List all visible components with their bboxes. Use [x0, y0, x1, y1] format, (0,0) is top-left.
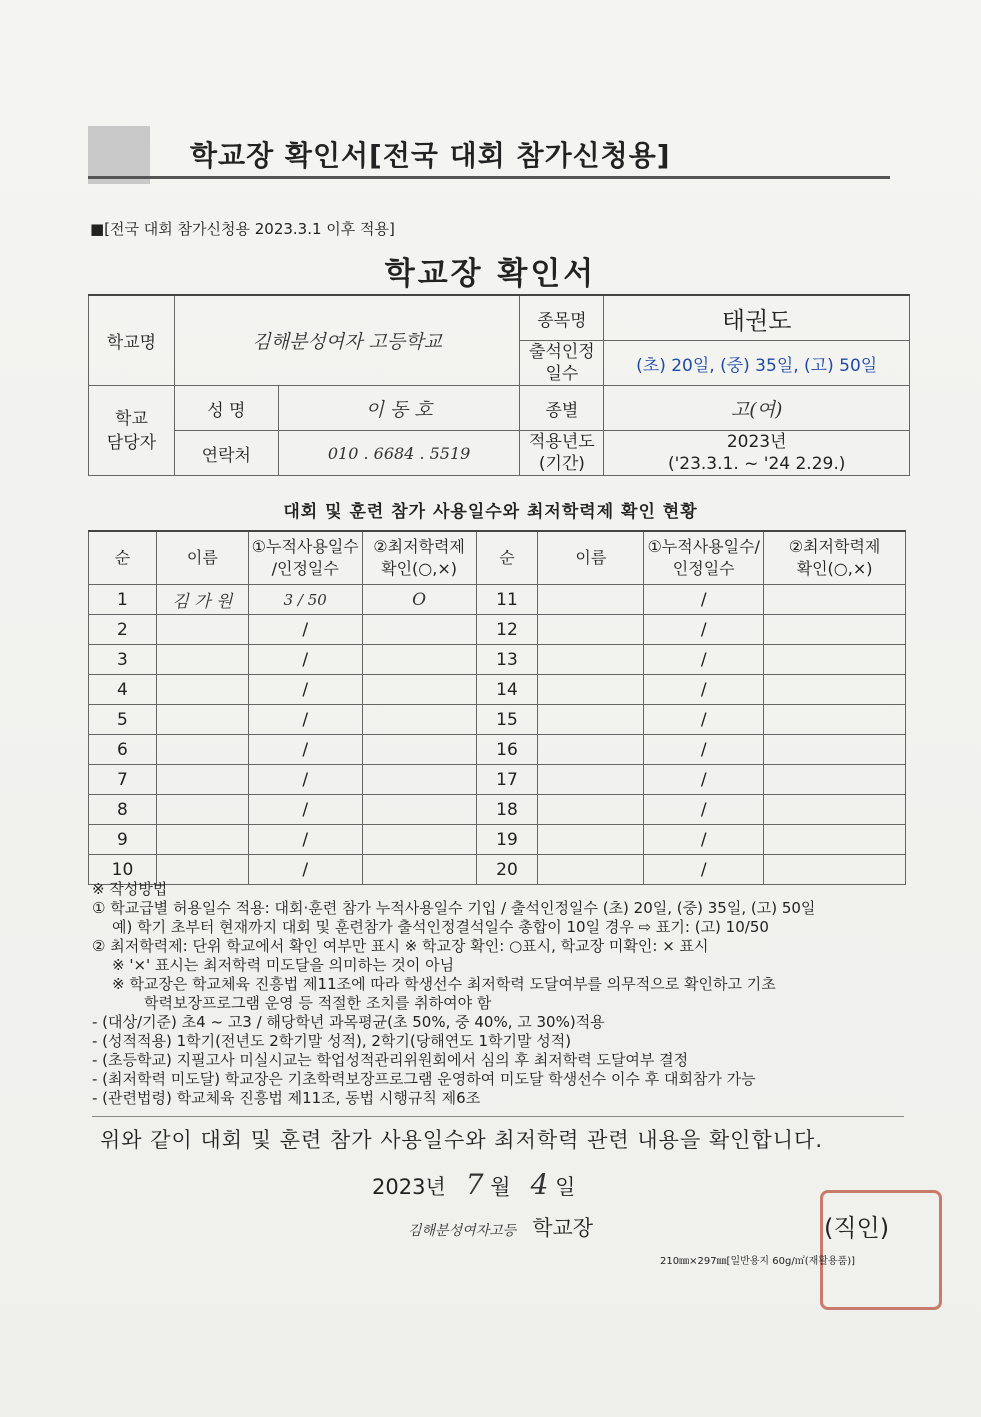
- table-row: 2 / 12 /: [89, 615, 906, 645]
- instruction-line: ※ '×' 표시는 최저학력 미도달을 의미하는 것이 아님: [112, 956, 455, 974]
- roster-header-row: [89, 531, 906, 585]
- roster-title: 대회 및 훈련 참가 사용일수와 최저학력제 확인 현황: [283, 502, 698, 522]
- name-label: 성 명: [174, 386, 278, 431]
- seal-label: (직인): [824, 1214, 890, 1242]
- col-grade: ②최저학력제 확인(○,×): [362, 531, 476, 585]
- header-rule: [88, 176, 890, 179]
- contact-person-label: 학교 담당자: [89, 386, 175, 476]
- attendance-value: (초) 20일, (중) 35일, (고) 50일: [604, 341, 910, 386]
- col-no-right: 순: [476, 531, 538, 585]
- divider: [92, 1116, 904, 1117]
- principal-signature: 김해분성여자고등 학교장: [408, 1216, 594, 1240]
- table-row: 3 / 13 /: [89, 645, 906, 675]
- instruction-line: - (대상/기준) 초4 ~ 고3 / 해당학년 과목평균(초 50%, 중 40%, 고 30%)적용: [92, 1013, 605, 1031]
- col-name: 이름: [156, 531, 248, 585]
- phone-label: 연락처: [174, 431, 278, 476]
- year-value: 2023년 ('23.3.1. ~ '24 2.29.): [604, 431, 910, 476]
- gender-label: 종별: [520, 386, 604, 431]
- table-row: 5 / 15 /: [89, 705, 906, 735]
- roster-table: [88, 530, 906, 885]
- event-label: 종목명: [520, 295, 604, 341]
- table-row: 8 / 18 /: [89, 795, 906, 825]
- instruction-line: ※ 학교장은 학교체육 진흥법 제11조에 따라 학생선수 최저학력 도달여부를 의무적으로 확인하고 기초: [112, 975, 776, 993]
- table-row: 9 / 19 /: [89, 825, 906, 855]
- school-value: 김해분성여자 고등학교: [174, 295, 520, 386]
- info-table: [88, 294, 910, 476]
- confirmation-statement: 위와 같이 대회 및 훈련 참가 사용일수와 최저학력 관련 내용을 확인합니다.: [100, 1128, 824, 1152]
- col-name-right: 이름: [538, 531, 644, 585]
- event-value: 태권도: [604, 295, 910, 341]
- instruction-line: - (최저학력 미도달) 학교장은 기초학력보장프로그램 운영하여 미도달 학생선수 이수 후 대회참가 가능: [92, 1070, 756, 1088]
- instruction-line: ① 학교급별 허용일수 적용: 대회·훈련 참가 누적사용일수 기입 / 출석인정일수 (초) 20일, (중) 35일, (고) 50일: [92, 899, 816, 917]
- signature-date: 2023년 7 월 4 일: [372, 1168, 576, 1201]
- instruction-line: - (관련법령) 학교체육 진흥법 제11조, 동법 시행규칙 제6조: [92, 1089, 481, 1107]
- phone-value: 010 . 6684 . 5519: [278, 431, 520, 476]
- main-title: 학교장 확인서: [384, 256, 597, 292]
- col-grade-right: ②최저학력제 확인(○,×): [764, 531, 906, 585]
- table-row: 7 / 17 /: [89, 765, 906, 795]
- col-days: ①누적사용일수 /인정일수: [248, 531, 362, 585]
- instruction-line: - (초등학교) 지필고사 미실시교는 학업성적관리위원회에서 심의 후 최저학력 도달여부 결정: [92, 1051, 689, 1069]
- applicability-note: ■[전국 대회 참가신청용 2023.3.1 이후 적용]: [90, 220, 395, 238]
- gender-value: 고(여): [604, 386, 910, 431]
- year-label: 적용년도 (기간): [520, 431, 604, 476]
- col-no: 순: [89, 531, 157, 585]
- instructions: [92, 880, 922, 1108]
- table-row: 1 김 가 원 3 / 50 O 11 /: [89, 585, 906, 615]
- school-label: 학교명: [89, 295, 175, 386]
- table-row: 6 / 16 /: [89, 735, 906, 765]
- instructions-title: ※ 작성방법: [92, 880, 168, 898]
- table-row: 10 / 20 /: [89, 855, 906, 885]
- instruction-line: 학력보장프로그램 운영 등 적절한 조치를 취하여야 함: [144, 994, 492, 1012]
- instruction-line: ② 최저학력제: 단위 학교에서 확인 여부만 표시 ※ 학교장 확인: ○표시, 학교장 미확인: × 표시: [92, 937, 709, 955]
- attendance-label: 출석인정 일수: [520, 341, 604, 386]
- paper-spec: 210㎜×297㎜[일반용지 60g/㎡(재활용품)]: [660, 1256, 856, 1267]
- name-value: 이 동 호: [278, 386, 520, 431]
- instruction-line: 예) 학기 초부터 현재까지 대회 및 훈련참가 출석인정결석일수 총합이 10일 경우 ⇨ 표기: (고) 10/50: [112, 918, 769, 936]
- col-days-right: ①누적사용일수/ 인정일수: [644, 531, 764, 585]
- instruction-line: - (성적적용) 1학기(전년도 2학기말 성적), 2학기(당해연도 1학기말 성적): [92, 1032, 572, 1050]
- header-title: 학교장 확인서[전국 대회 참가신청용]: [190, 139, 671, 172]
- table-row: 4 / 14 /: [89, 675, 906, 705]
